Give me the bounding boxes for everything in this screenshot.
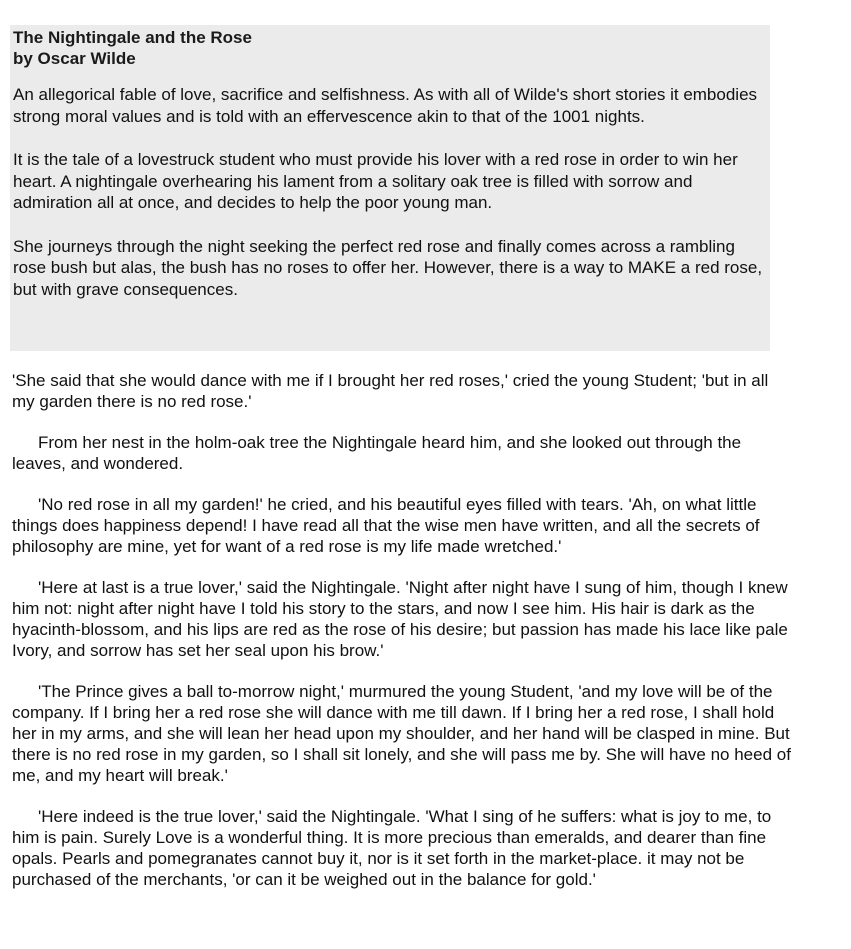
book-title: The Nightingale and the Rose bbox=[13, 28, 252, 47]
story-paragraph: 'She said that she would dance with me if I brought her red roses,' cried the young Student; 'but in all my garden there is no red rose.' bbox=[12, 371, 769, 411]
story-text bbox=[12, 370, 792, 910]
story-paragraph: 'No red rose in all my garden!' he cried, and his beautiful eyes filled with tears. 'Ah, on what little things does happiness depend! I have read all that the wise men have written, and all the secrets of philosophy are mine, yet for want of a red rose is my life made wretched.' bbox=[12, 495, 760, 556]
book-author: by Oscar Wilde bbox=[13, 49, 136, 68]
intro-summary-box bbox=[10, 25, 770, 351]
intro-paragraph: It is the tale of a lovestruck student who must provide his lover with a red rose in order to win her heart. A nightingale overhearing his lament from a solitary oak tree is filled with sorrow and admiration all at once, and decides to help the poor young man. bbox=[13, 150, 738, 212]
story-paragraph: 'Here indeed is the true lover,' said the Nightingale. 'What I sing of he suffers: what is joy to me, to him is pain. Surely Love is a wonderful thing. It is more precious than emeralds, and dearer than fine opals. Pearls and pomegranates cannot buy it, nor is it set forth in the market-place. it may not be purchased of the merchants, 'or can it be weighed out in the balance for gold.' bbox=[12, 807, 772, 889]
story-paragraph: From her nest in the holm-oak tree the Nightingale heard him, and she looked out through the leaves, and wondered. bbox=[12, 433, 742, 473]
intro-paragraph: An allegorical fable of love, sacrifice and selfishness. As with all of Wilde's short stories it embodies strong moral values and is told with an effervescence akin to that of the 1001 nights. bbox=[13, 85, 758, 126]
story-paragraph: 'Here at last is a true lover,' said the Nightingale. 'Night after night have I sung of him, though I knew him not: night after night have I told his story to the stars, and now I see him. His hair is dark as the hyacinth-blossom, and his lips are red as the rose of his desire; but passion has made his lace like pale Ivory, and sorrow has set her seal upon his brow.' bbox=[12, 578, 788, 660]
intro-paragraph: She journeys through the night seeking the perfect red rose and finally comes across a rambling rose bush but alas, the bush has no roses to offer her. However, there is a way to MAKE a red rose, but with grave consequences. bbox=[13, 236, 763, 299]
story-paragraph: 'The Prince gives a ball to-morrow night,' murmured the young Student, 'and my love will be of the company. If I bring her a red rose she will dance with me till dawn. If I bring her a red rose, I shall hold her in my arms, and she will lean her head upon my shoulder, and her hand will be clasped in mine. But there is no red rose in my garden, so I shall sit lonely, and she will pass me by. She will have no heed of me, and my heart will break.' bbox=[12, 682, 791, 785]
